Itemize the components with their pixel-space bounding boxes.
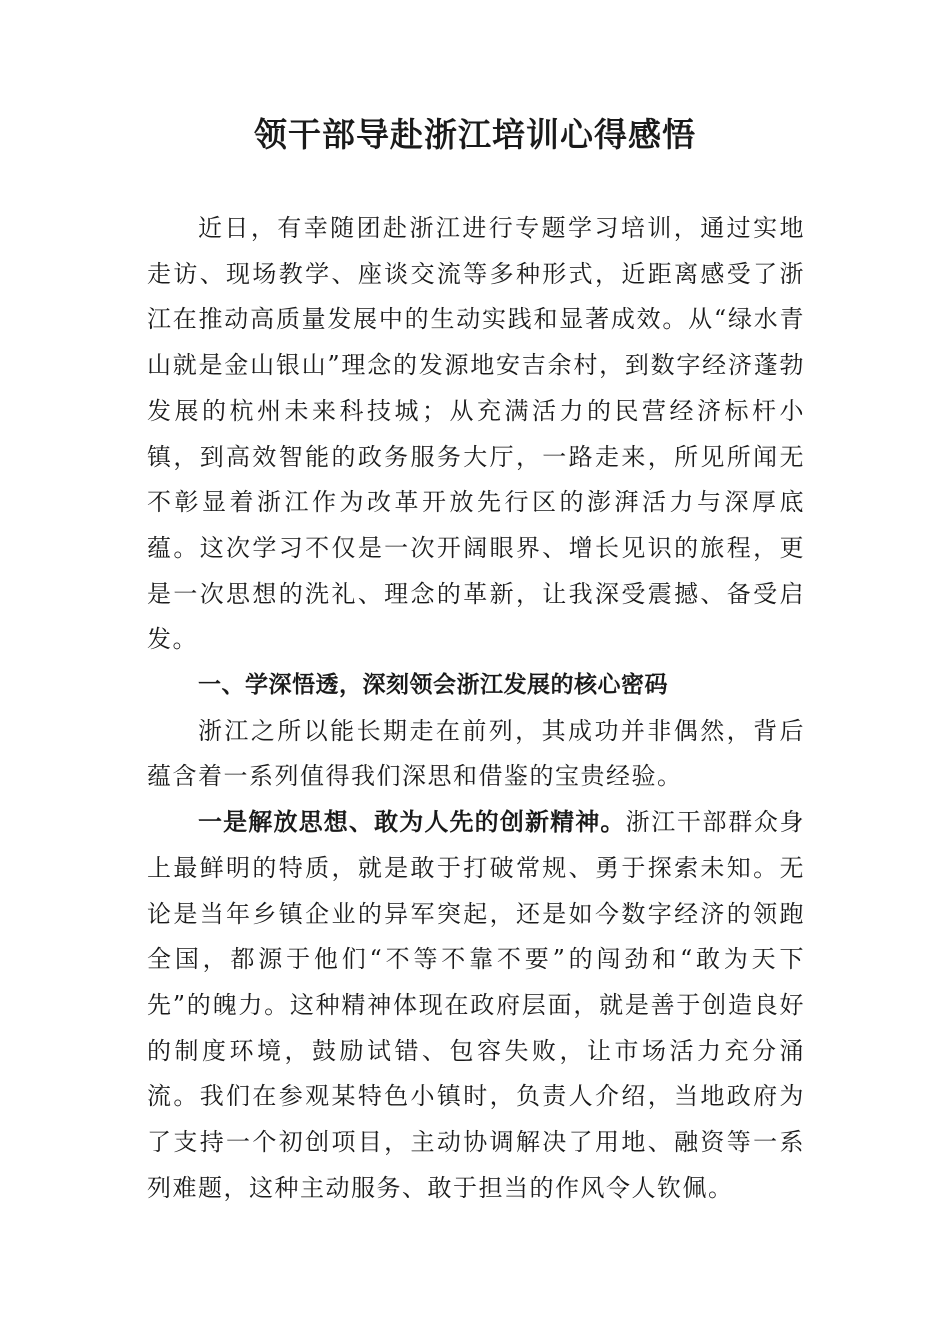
intro-paragraph: 近日，有幸随团赴浙江进行专题学习培训，通过实地走访、现场教学、座谈交流等多种形式，近距离感受了浙江在推动高质量发展中的生动实践和显著成效。从“绿水青山就是金山银山”理念的发源地安吉余村，到数字经济蓬勃发展的杭州未来科技城；从充满活力的民营经济标杆小镇，到高效智能的政务服务大厅，一路走来，所见所闻无不彰显着浙江作为改革开放先行区的澎湃活力与深厚底蕴。这次学习不仅是一次开阔眼界、增长见识的旅程，更是一次思想的洗礼、理念的革新，让我深受震撼、备受启发。 [147, 214, 805, 654]
document-body [147, 206, 805, 1211]
point-1-lead: 一是解放思想、敢为人先的创新精神。 [198, 808, 626, 837]
section-1-intro-paragraph: 浙江之所以能长期走在前列，其成功并非偶然，背后蕴含着一系列值得我们深思和借鉴的宝贵经验。 [147, 716, 805, 791]
section-1-heading: 一、学深悟透，深刻领会浙江发展的核心密码 [198, 672, 668, 699]
point-1-body: 浙江干部群众身上最鲜明的特质，就是敢于打破常规、勇于探索未知。无论是当年乡镇企业的异军突起，还是如今数字经济的领跑全国，都源于他们“不等不靠不要”的闯劲和“敢为天下先”的魄力。这种精神体现在政府层面，就是善于创造良好的制度环境，鼓励试错、包容失败，让市场活力充分涌流。我们在参观某特色小镇时，负责人介绍，当地政府为了支持一个初创项目，主动协调解决了用地、融资等一系列难题，这种主动服务、敢于担当的作风令人钦佩。 [147, 808, 806, 1202]
point-1-paragraph [147, 800, 805, 1211]
document-title: 领干部导赴浙江培训心得感悟 [254, 115, 696, 154]
